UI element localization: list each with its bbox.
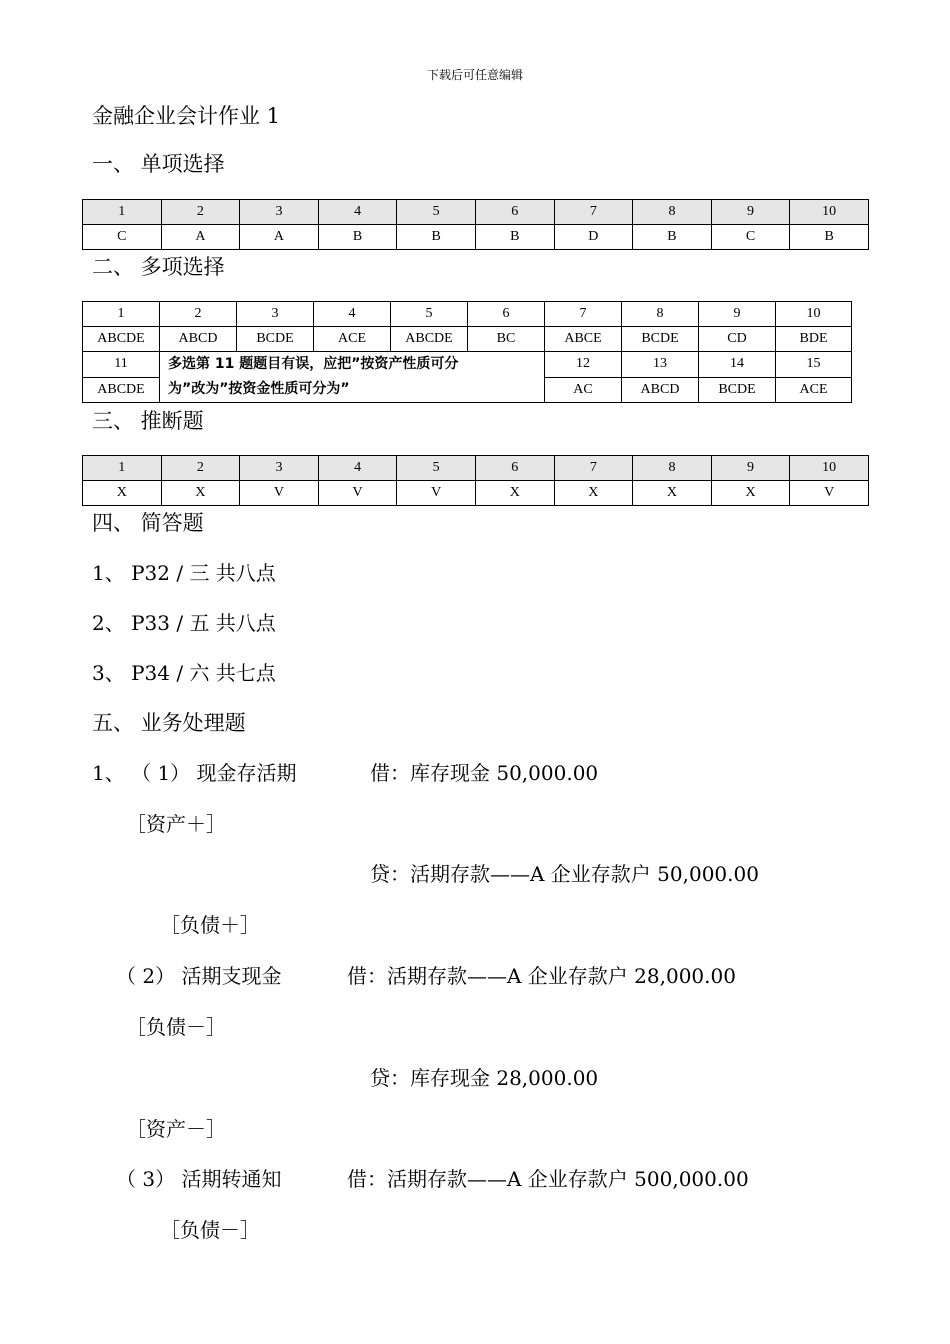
table-cell: CD (699, 327, 776, 352)
table-cell: 6 (468, 302, 545, 327)
table-cell: BC (468, 327, 545, 352)
table-cell: 2 (161, 456, 240, 481)
entry-3-debit-tag: ［负债－］ (160, 1218, 260, 1242)
table-cell: 1 (83, 200, 162, 225)
entry-1-debit-tag: ［资产＋］ (126, 812, 226, 836)
table-row (83, 302, 852, 327)
table-cell: BCDE (237, 327, 314, 352)
entry-1-debit: 借：库存现金 50,000.00 (370, 761, 599, 785)
table-cell: 8 (633, 456, 712, 481)
table-cell: 2 (161, 200, 240, 225)
header-note: 下载后可任意编辑 (426, 68, 523, 82)
table-cell: 10 (790, 200, 869, 225)
table-cell: BCDE (622, 327, 699, 352)
section-heading-single-choice: 一、 单项选择 (92, 152, 225, 176)
table-cell: 5 (397, 200, 476, 225)
entry-2-debit-tag: ［负债－］ (126, 1015, 226, 1039)
table-cell: X (475, 481, 554, 506)
document-title: 金融企业会计作业 1 (92, 104, 281, 128)
short-answer-item: 1、 P32 / 三 共八点 (92, 561, 276, 585)
table-cell: X (161, 481, 240, 506)
table-cell: 9 (711, 456, 790, 481)
table-cell: 4 (318, 200, 397, 225)
table-cell: 12 (545, 352, 622, 378)
table-cell: V (397, 481, 476, 506)
true-false-table (82, 455, 869, 506)
entry-2-debit: 借：活期存款——A 企业存款户 28,000.00 (347, 964, 736, 988)
table-cell: 8 (633, 200, 712, 225)
entry-1-label: 1、 （ 1） 现金存活期 (92, 761, 297, 785)
table-cell: 9 (711, 200, 790, 225)
table-cell: 3 (240, 200, 319, 225)
table-cell: 8 (622, 302, 699, 327)
question-11-note (160, 352, 545, 403)
table-row (83, 481, 869, 506)
table-cell: ABCD (160, 327, 237, 352)
table-cell: B (475, 225, 554, 250)
note-line-2: 为”改为”按资金性质可分为” (168, 381, 350, 397)
table-cell: 3 (237, 302, 314, 327)
table-row (83, 456, 869, 481)
note-line-1: 多选第 11 题题目有误，应把”按资产性质可分 (168, 356, 459, 372)
table-cell: 11 (83, 352, 160, 378)
entry-3-label: （ 3） 活期转通知 (116, 1167, 282, 1191)
table-cell: B (318, 225, 397, 250)
entry-2-label: （ 2） 活期支现金 (116, 964, 282, 988)
short-answer-item: 3、 P34 / 六 共七点 (92, 661, 276, 685)
table-cell: V (790, 481, 869, 506)
entry-1-credit: 贷：活期存款——A 企业存款户 50,000.00 (370, 862, 759, 886)
table-cell: 10 (776, 302, 852, 327)
table-cell: V (318, 481, 397, 506)
table-cell: 7 (545, 302, 622, 327)
section-heading-business: 五、 业务处理题 (92, 711, 246, 735)
entry-3-debit: 借：活期存款——A 企业存款户 500,000.00 (347, 1167, 749, 1191)
table-cell: X (554, 481, 633, 506)
section-heading-short-answer: 四、 简答题 (92, 511, 204, 535)
table-cell: ABCD (622, 377, 699, 403)
table-row (83, 352, 852, 378)
table-cell: 10 (790, 456, 869, 481)
table-cell: ABCDE (83, 327, 160, 352)
entry-2-credit-tag: ［资产－］ (126, 1117, 226, 1141)
table-cell: 14 (699, 352, 776, 378)
table-cell: A (240, 225, 319, 250)
table-cell: C (83, 225, 162, 250)
table-cell: V (240, 481, 319, 506)
section-heading-multiple-choice: 二、 多项选择 (92, 255, 225, 279)
table-cell: AC (545, 377, 622, 403)
table-cell: B (397, 225, 476, 250)
table-row (83, 200, 869, 225)
table-cell: X (711, 481, 790, 506)
table-cell: BCDE (699, 377, 776, 403)
table-cell: B (633, 225, 712, 250)
single-choice-table (82, 199, 869, 250)
table-row (83, 225, 869, 250)
table-cell: 5 (391, 302, 468, 327)
table-cell: 5 (397, 456, 476, 481)
entry-2-credit: 贷：库存现金 28,000.00 (370, 1066, 599, 1090)
section-heading-true-false: 三、 推断题 (92, 409, 204, 433)
table-cell: 13 (622, 352, 699, 378)
table-cell: 3 (240, 456, 319, 481)
table-cell: 15 (776, 352, 852, 378)
table-cell: X (83, 481, 162, 506)
table-cell: 9 (699, 302, 776, 327)
entry-1-credit-tag: ［负债＋］ (160, 913, 260, 937)
multiple-choice-table (82, 301, 852, 403)
table-cell: BDE (776, 327, 852, 352)
table-cell: 6 (475, 456, 554, 481)
table-cell: ACE (314, 327, 391, 352)
table-cell: ACE (776, 377, 852, 403)
table-cell: C (711, 225, 790, 250)
table-cell: 2 (160, 302, 237, 327)
short-answer-item: 2、 P33 / 五 共八点 (92, 611, 276, 635)
table-cell: ABCDE (83, 377, 160, 403)
table-cell: 4 (318, 456, 397, 481)
table-cell: D (554, 225, 633, 250)
table-cell: 1 (83, 302, 160, 327)
table-cell: 7 (554, 456, 633, 481)
table-cell: ABCDE (391, 327, 468, 352)
table-cell: A (161, 225, 240, 250)
table-cell: ABCE (545, 327, 622, 352)
table-cell: 7 (554, 200, 633, 225)
table-cell: B (790, 225, 869, 250)
table-cell: 4 (314, 302, 391, 327)
table-row (83, 327, 852, 352)
table-cell: X (633, 481, 712, 506)
table-cell: 1 (83, 456, 162, 481)
table-cell: 6 (475, 200, 554, 225)
